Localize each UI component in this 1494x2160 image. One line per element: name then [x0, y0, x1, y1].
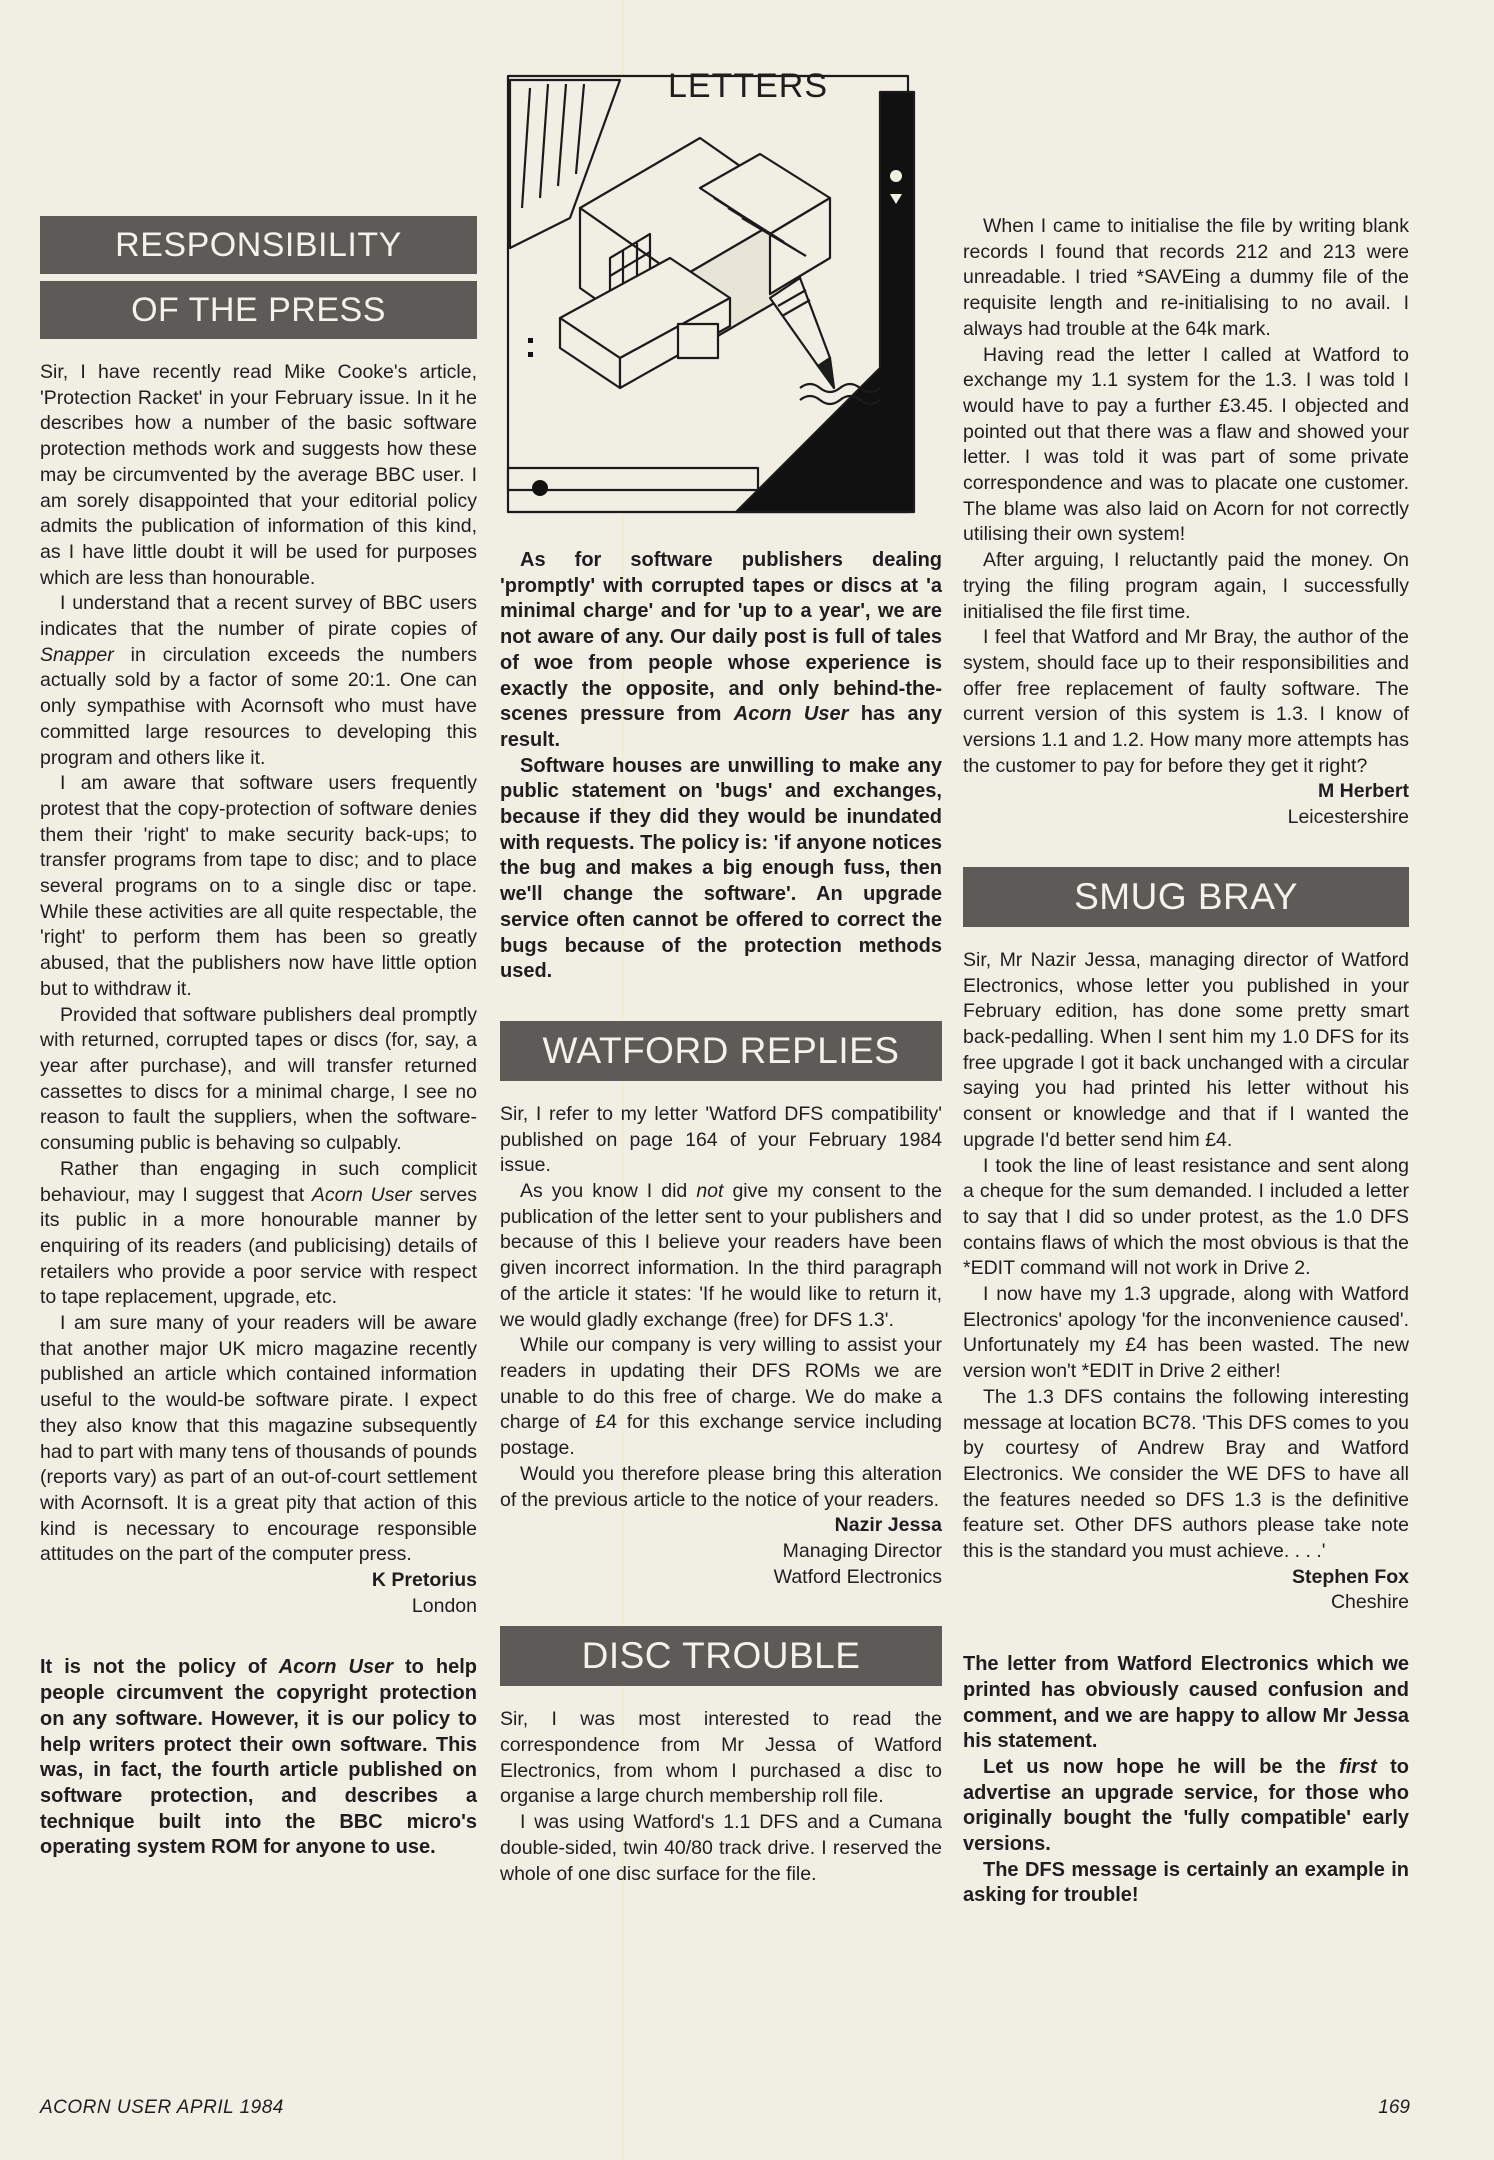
letter-paragraph: While our company is very willing to assist your readers in updating their DFS ROMs we are unable to do this free of charge. We do make a charge of £4 for this exchange service including postage.	[500, 1334, 942, 1460]
footer-issue: ACORN USER APRIL 1984	[40, 2097, 284, 2118]
editor-reply: The DFS message is certainly an example in asking for trouble!	[963, 1858, 1409, 1907]
letter-paragraph: As you know I did not give my consent to the publication of the letter sent to your publishers and because of this I believe your readers have been given incorrect information. In the third paragraph of the article it states: 'If he would like to return it, we would gladly exchange (free) for DFS 1.3'.	[500, 1180, 942, 1331]
editor-reply: Let us now hope he will be the first to advertise an upgrade service, for those who originally bought the 'fully compatible' early versions.	[963, 1755, 1409, 1856]
letter-paragraph: The 1.3 DFS contains the following interesting message at location BC78. 'This DFS comes to you by courtesy of Andrew Bray and Watford Electronics. We consider the WE DFS to have all the features needed so DFS 1.3 is the definitive feature set. Other DFS authors please take note this is the standard you must achieve. . . .'	[963, 1385, 1409, 1563]
letter-paragraph: When I came to initialise the file by writing blank records I found that records 212 and 213 were unreadable. I tried *SAVEing a dummy file of the requisite length and re-initialising to no avail. I always had trouble at the 64k mark.	[963, 215, 1409, 340]
letter-paragraph: Rather than engaging in such complicit behaviour, may I suggest that Acorn User serves its public in a more honourable manner by enquiring of its readers (and publicising) details of retailers who provide a poor service with respect to tape replacement, upgrade, etc.	[40, 1157, 478, 1309]
signature-title: Managing Director	[782, 1539, 942, 1562]
letter-paragraph: I feel that Watford and Mr Bray, the author of the system, should face up to their responsibilities and offer free replacement of faulty software. The current version of this system is 1.3. I know of versions 1.1 and 1.2. How many more attempts has the customer to pay for before they get it right?	[963, 626, 1409, 777]
letters-title: LETTERS	[667, 67, 829, 105]
column-right	[963, 214, 1409, 1909]
editor-reply: As for software publishers dealing 'promptly' with corrupted tapes or discs at 'a minimal charge' and for 'up to a year', we are not aware of any. Our daily post is full of tales of woe from people whose experience is exactly the opposite, and only behind-the-scenes pressure from Acorn User has any result.	[500, 549, 943, 751]
letter-paragraph: Sir, I have recently read Mike Cooke's article, 'Protection Racket' in your February issue. In it he describes how a number of the basic software protection methods work and suggests how these may be circumvented by the average BBC user. I am sorely disappointed that your editorial policy admits the publication of information of this kind, as I have little doubt it will be used for purposes which are less than honourable.	[40, 361, 477, 589]
signature-name: Stephen Fox	[1291, 1565, 1409, 1588]
letters-illustration	[500, 58, 920, 520]
signature-name: Nazir Jessa	[834, 1514, 942, 1537]
banner-smug-bray: SMUG BRAY	[963, 867, 1409, 927]
signature-place: London	[411, 1594, 477, 1617]
signature-company: Watford Electronics	[773, 1565, 942, 1588]
editor-reply: It is not the policy of Acorn User to help people circumvent the copyright protection on any software. However, it is our policy to help writers protect their own software. This was, in fact, the fourth article published on software protection, and describes a technique built into the BBC micro's operating system ROM for anyone to use.	[40, 1656, 477, 1859]
column-left	[40, 216, 477, 1861]
signature	[40, 1568, 477, 1619]
letter-paragraph: Provided that software publishers deal promptly with returned, corrupted tapes or discs (for, say, a year after purchase), and will transfer returned cassettes to discs for a minimal charge, I see no reason to fault the suppliers, when the software-consuming public is behaving so culpably.	[40, 1003, 477, 1155]
letter-paragraph: Sir, I was most interested to read the correspondence from Mr Jessa of Watford Electronics, from whom I purchased a disc to organise a large church membership roll file.	[500, 1708, 942, 1808]
letter-paragraph: After arguing, I reluctantly paid the money. On trying the filing program again, I successfully initialised the file first time.	[963, 549, 1409, 623]
banner-watford-replies: WATFORD REPLIES	[500, 1021, 942, 1081]
signature	[500, 1513, 942, 1590]
letter-paragraph: I am sure many of your readers will be aware that another major UK micro magazine recently published an article which contained information useful to the would-be software pirate. I expect they also know that this magazine subsequently had to part with many tens of thousands of pounds (reports vary) as part of an out-of-court settlement with Acornsoft. It is a great pity that action of this kind is necessary to encourage responsible attitudes on the part of the computer press.	[40, 1312, 477, 1566]
letter-paragraph: Sir, Mr Nazir Jessa, managing director of Watford Electronics, whose letter you published in your February edition, has done some pretty smart back-pedalling. When I sent him my 1.0 DFS for its free upgrade I got it back unchanged with a circular saying you had printed his letter without his consent or knowledge and that if I wanted the upgrade I'd better send him £4.	[963, 948, 1409, 1151]
page-number: 169	[1378, 2097, 1410, 2118]
signature-name: M Herbert	[1317, 780, 1409, 803]
banner-of-the-press: OF THE PRESS	[40, 281, 477, 339]
banner-responsibility: RESPONSIBILITY	[40, 216, 477, 274]
editor-reply: Software houses are unwilling to make any public statement on 'bugs' and exchanges, because if they did they would be inundated with requests. The policy is: 'if anyone notices the bug and makes a big enough fuss, then we'll change the software'. An upgrade service often cannot be offered to correct the bugs because of the protection methods used.	[500, 754, 942, 983]
letter-paragraph: Would you therefore please bring this alteration of the previous article to the notice of your readers.	[500, 1462, 942, 1511]
signature-place: Leicestershire	[1287, 806, 1409, 829]
letter-paragraph: I now have my 1.3 upgrade, along with Watford Electronics' apology 'for the inconvenience caused'. Unfortunately my £4 has been wasted. The new version won't *EDIT in Drive 2 either!	[963, 1283, 1409, 1383]
signature	[963, 779, 1409, 830]
letter-paragraph: Having read the letter I called at Watford to exchange my 1.1 system for the 1.3. I was told I would have to pay a further £3.45. I objected and pointed out that there was a flaw and showed your letter. I was told it was part of some private correspondence and was to placate one customer. The blame was also laid on Acorn for not correctly utilising their own system!	[963, 343, 1409, 546]
editor-reply: The letter from Watford Electronics which we printed has obviously caused confusion and comment, and we are happy to allow Mr Jessa his statement.	[963, 1653, 1409, 1753]
banner-disc-trouble: DISC TROUBLE	[500, 1626, 942, 1686]
letter-paragraph: I understand that a recent survey of BBC users indicates that the number of pirate copies of Snapper in circulation exceeds the numbers actually sold by a factor of some 20:1. One can only sympathise with Acornsoft who must have committed large resources to developing this program and others like it.	[40, 592, 477, 769]
signature	[963, 1565, 1409, 1616]
signature-place: Cheshire	[1330, 1591, 1409, 1614]
letter-paragraph: I took the line of least resistance and sent along a cheque for the sum demanded. I included a letter to say that I did so under protest, as the 1.0 DFS contains flaws of which the most obvious is that the *EDIT command will not work in Drive 2.	[963, 1154, 1409, 1280]
letter-paragraph: I was using Watford's 1.1 DFS and a Cumana double-sided, twin 40/80 track drive. I reserved the whole of one disc surface for the file.	[500, 1811, 942, 1885]
signature-name: K Pretorius	[371, 1569, 477, 1592]
letter-paragraph: I am aware that software users frequently protest that the copy-protection of software denies them their 'right' to make security back-ups; to transfer programs from tape to disc; and to place several programs on to a single disc or tape. While these activities are all quite respectable, the 'right' to perform them has been so greatly abused, that the publishers now have little option but to withdraw it.	[40, 772, 477, 1000]
column-middle	[500, 548, 942, 1887]
letter-paragraph: Sir, I refer to my letter 'Watford DFS compatibility' published on page 164 of your February 1984 issue.	[500, 1102, 942, 1177]
